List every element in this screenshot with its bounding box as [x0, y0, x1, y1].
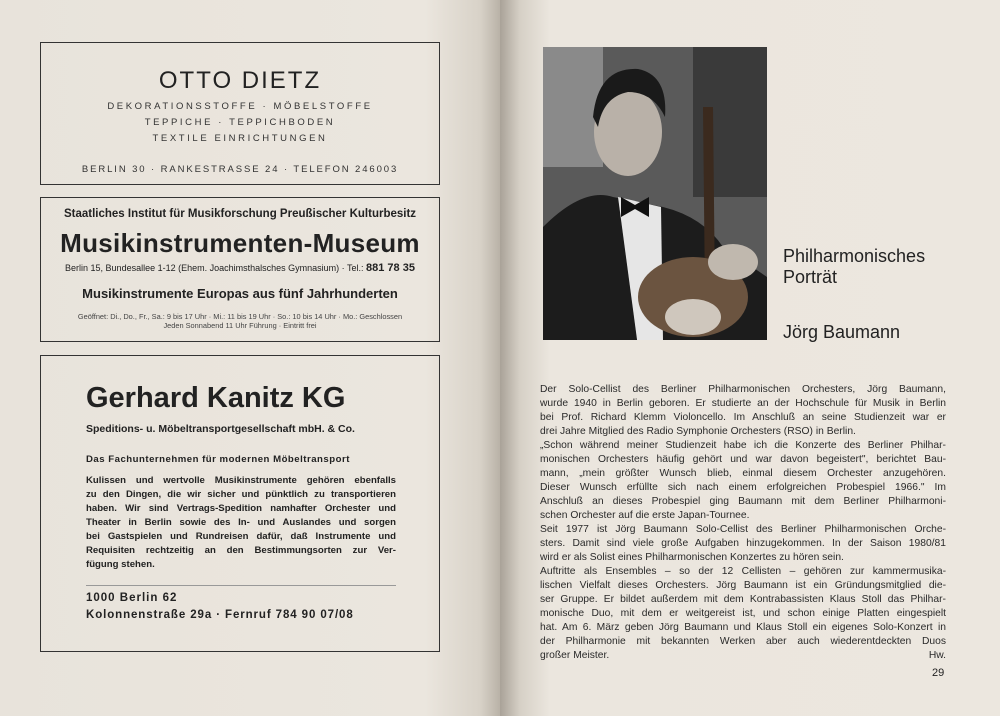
text-line: lischen Vielfalt dieses Orchesters. Jörg Baumann ist ein Gründungsmitglied die-	[540, 580, 946, 591]
ad-hours: Jeden Sonnabend 11 Uhr Führung · Eintritt frei	[163, 321, 317, 330]
ad-line: TEPPICHE · TEPPICHBODEN	[144, 117, 336, 128]
ad-address: Berlin 15, Bundesallee 1-12 (Ehem. Joachimsthalsches Gymnasium) · Tel.: 881 78 35	[65, 262, 415, 274]
text-line: Seit 1977 ist Jörg Baumann Solo-Cellist des Berliner Philharmonischen Orche-	[540, 524, 946, 535]
article-body	[540, 383, 946, 663]
text-line: bei Gastspielen und Rundreisen dafür, daß Instrumente und	[86, 531, 396, 542]
ad-otto-dietz	[40, 42, 440, 185]
text-line: Theater in Berlin sowie des In- und Auslandes und sorgen	[86, 517, 396, 528]
text-line: Kulissen und wertvolle Musikinstrumente gehören ebenfalls	[86, 475, 396, 486]
ad-title: Gerhard Kanitz KG	[86, 382, 346, 414]
text-line: Der Solo-Cellist des Berliner Philharmonischen Orchesters, Jörg Baumann,	[540, 384, 946, 395]
text-line: mann, „mein größter Wunsch blieb, einmal diesem Orchester anzugehören.	[540, 468, 946, 479]
ad-hours: Geöffnet: Di., Do., Fr., Sa.: 9 bis 17 Uhr · Mi.: 11 bis 19 Uhr · So.: 10 bis 14 Uhr · Mo.: Geschlossen	[77, 312, 403, 321]
text-line: Requisiten rechtzeitig an den Bestimmungsorten zur Ver-	[86, 545, 396, 556]
text-line: Auftritte als Ensembles – so der 12 Cellisten – gehören zur kammermusika-	[540, 566, 946, 577]
text-line: fügung stehen.	[86, 559, 155, 570]
ad-line: TEXTILE EINRICHTUNGEN	[152, 133, 328, 144]
text-line: Anschluß an dieses Probespiel ging Baumann mit dem Berliner Philharmoni-	[540, 496, 946, 507]
author-initials: Hw.	[928, 650, 946, 661]
text-line: drei Jahre Mitglied des Radio Symphonie Orchesters (RSO) in Berlin.	[540, 426, 856, 437]
text-line: „Schon während meiner Studienzeit habe ich die Konzerte des Berliner Philhar-	[540, 440, 946, 451]
text-line: zu den Dingen, die wir sicher und pünktlich zu transportieren	[86, 489, 396, 500]
text-line: Dieser Wunsch erfüllte sich nach einem erfolgreichen Probespiel 1966." Im	[540, 482, 946, 493]
ad-title: OTTO DIETZ	[158, 67, 322, 94]
portrait-photo	[543, 47, 767, 340]
text-line	[540, 649, 946, 663]
ad-body	[86, 474, 396, 572]
ad-slogan: Musikinstrumente Europas aus fünf Jahrhunderten	[82, 286, 398, 301]
text-line: wird er als Solist eines Philharmonischen Konzertes zu hören sein.	[540, 552, 844, 563]
text-line: haben. Wir sind Vertrags-Spedition namhafter Orchester und	[86, 503, 396, 514]
text-line: der Philharmonie mit bekannten Werken aber auch wiederentdeckten Duos	[540, 636, 946, 647]
article-heading: Porträt	[783, 267, 838, 287]
text-line-end: großer Meister.	[540, 650, 610, 661]
ad-institute: Staatliches Institut für Musikforschung Preußischer Kulturbesitz	[63, 208, 417, 220]
ad-subtitle: Speditions- u. Möbeltransportgesellschaft mbH. & Co.	[86, 423, 355, 435]
ad-kanitz	[40, 355, 440, 652]
divider	[86, 585, 396, 586]
article-heading: Philharmonisches	[783, 246, 926, 266]
text-line: monische Duo, mit dem er weitgereist ist, und schon einige Platten eingespielt	[540, 608, 946, 619]
text-line: bei Prof. Richard Klemm Violoncello. Im Anschluß an seine Studienzeit war er	[540, 412, 946, 423]
text-line: monischen Orchesters häufig gehört und war davon begeistert", berichtet Bau-	[540, 454, 946, 465]
ad-address: BERLIN 30 · RANKESTRASSE 24 · TELEFON 246003	[81, 164, 399, 175]
ad-address: 1000 Berlin 62	[86, 592, 178, 604]
article-subject-name: Jörg Baumann	[783, 322, 901, 342]
ad-tagline: Das Fachunternehmen für modernen Möbeltransport	[86, 454, 350, 465]
ad-museum	[40, 197, 440, 342]
ad-address: Kolonnenstraße 29a · Fernruf 784 90 07/08	[86, 609, 354, 621]
text-line: wurde 1940 in Berlin geboren. Er studierte an der Hochschule für Musik in Berlin	[540, 398, 946, 409]
ad-title: Musikinstrumenten-Museum	[60, 228, 420, 258]
page-number: 29	[932, 667, 945, 679]
ad-line: DEKORATIONSSTOFFE · MÖBELSTOFFE	[107, 101, 373, 112]
text-line: hat. Am 6. März geben Jörg Baumann und Klaus Stoll ein eigenes Solo-Konzert in	[540, 622, 946, 633]
text-line: ser Gruppe. Er bildet außerdem mit dem Kontrabassisten Klaus Stoll das Philhar-	[540, 594, 946, 605]
text-line: schen Orchester auf die erste Japan-Tournee.	[540, 510, 750, 521]
text-line: sters. Damit sind viele große Aufgaben hinzugekommen. In der Saison 1980/81	[540, 538, 946, 549]
